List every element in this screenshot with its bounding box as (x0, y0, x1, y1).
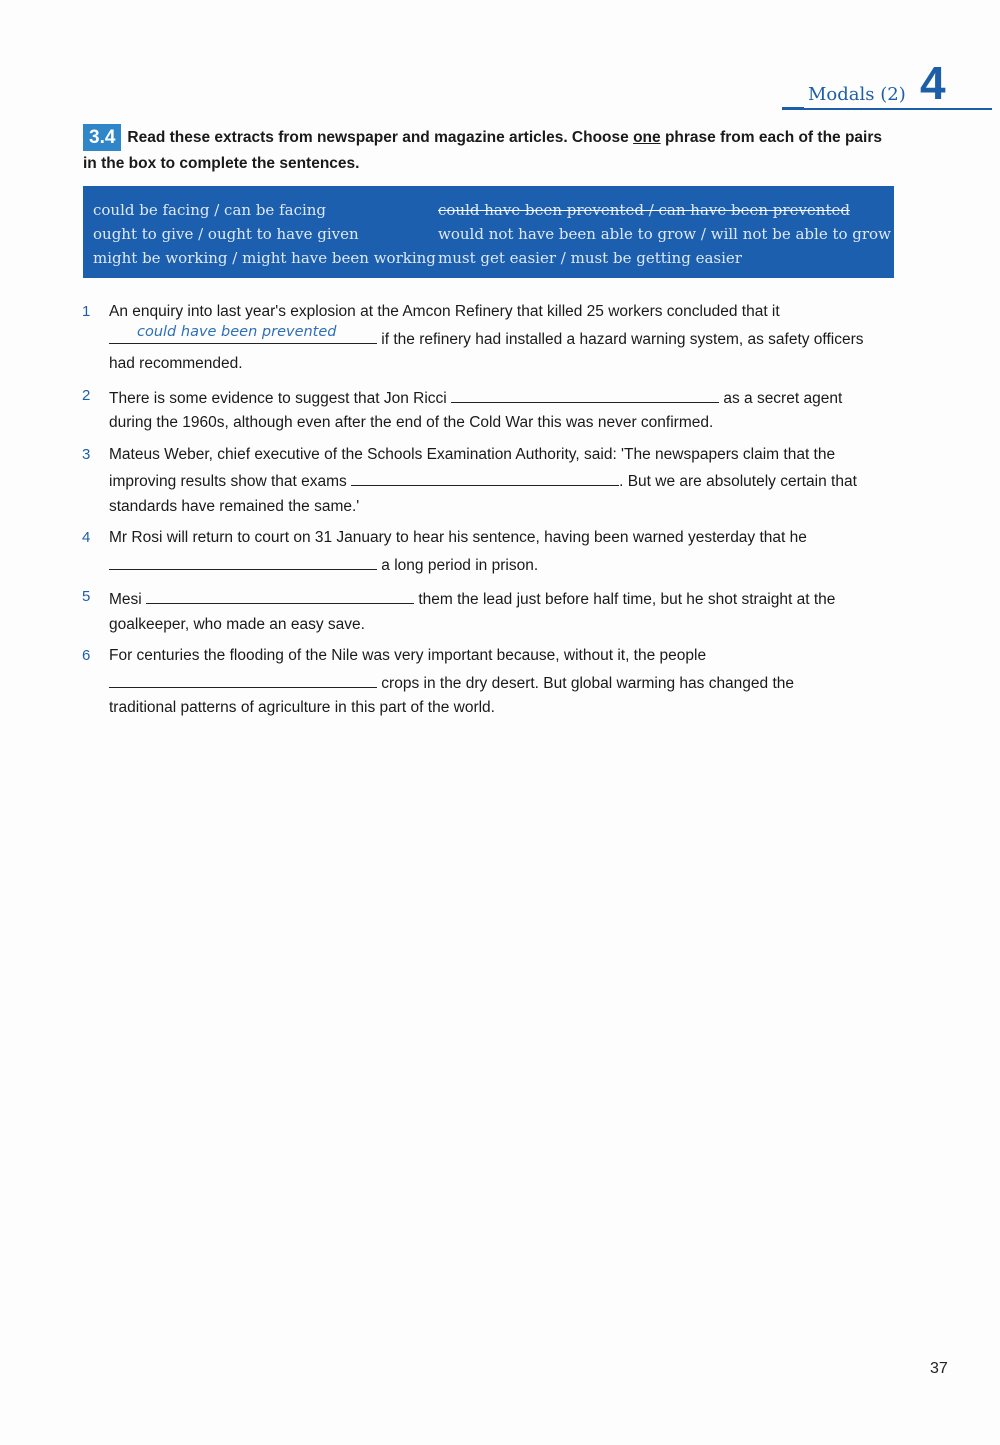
question-5 (80, 585, 900, 637)
unit-header (752, 57, 992, 110)
question-2 (80, 384, 900, 436)
answer-blank-4[interactable] (109, 551, 377, 570)
question-text: crops in the dry desert. But global warming has changed the (377, 674, 795, 692)
answer-blank-2[interactable] (451, 384, 719, 403)
header-rule (804, 108, 992, 110)
question-list (80, 300, 900, 728)
instruction-text-1: Read these extracts from newspaper and magazine articles. Choose (127, 128, 634, 146)
question-text: Mesi (109, 591, 147, 608)
phrase-pair-used: could have been prevented / can have been prevented (438, 201, 850, 219)
exercise-number-badge: 3.4 (83, 124, 121, 151)
exercise-heading (83, 124, 883, 176)
question-text: An enquiry into last year's explosion at the Amcon Refinery that killed 25 workers concluded that it (109, 303, 780, 320)
phrase-box (83, 186, 894, 278)
exercise-instruction (83, 129, 882, 172)
question-4 (80, 526, 900, 578)
question-text: during the 1960s, although even after the end of the Cold War this was never confirmed. (109, 414, 714, 431)
question-number: 4 (82, 529, 91, 546)
header-rule-accent (782, 107, 804, 110)
question-text: improving results show that exams (109, 473, 352, 490)
question-number: 3 (82, 445, 91, 463)
question-text: them the lead just before half time, but he shot straight at the (414, 591, 836, 608)
phrase-pair: would not have been able to grow / will not be able to grow (438, 225, 891, 243)
question-number: 6 (82, 647, 91, 664)
instruction-text-2: phrase from each of the pairs in the box to complete the sentences. (83, 128, 883, 172)
phrase-column-right (438, 198, 891, 270)
answer-blank-5[interactable] (146, 585, 414, 604)
question-text: goalkeeper, who made an easy save. (109, 615, 365, 633)
phrase-pair: must get easier / must be getting easier (438, 249, 742, 267)
question-text: traditional patterns of agriculture in this part of the world. (109, 699, 495, 716)
phrase-pair: might be working / might have been working (93, 249, 436, 267)
question-text: as a secret agent (719, 389, 843, 407)
question-text: For centuries the flooding of the Nile was very important because, without it, the people (109, 647, 707, 664)
answer-blank-1[interactable] (109, 325, 377, 344)
question-text: . But we are absolutely certain that (619, 473, 857, 490)
question-number: 2 (82, 386, 91, 404)
phrase-pair: ought to give / ought to have given (93, 225, 359, 243)
phrase-column-left (93, 198, 436, 270)
unit-number: 4 (920, 57, 946, 109)
section-title: Modals (2) (808, 84, 906, 105)
question-text: if the refinery had installed a hazard warning system, as safety officers (377, 330, 864, 348)
question-text: had recommended. (109, 355, 243, 372)
phrase-pair: could be facing / can be facing (93, 201, 327, 219)
question-3 (80, 443, 900, 520)
question-6 (80, 644, 900, 721)
question-text: Mr Rosi will return to court on 31 January to hear his sentence, having been warned yesterday that he (109, 529, 807, 546)
page-number: 37 (930, 1360, 948, 1377)
question-text: Mateus Weber, chief executive of the Schools Examination Authority, said: 'The newspapers claim that the (109, 445, 836, 463)
handwritten-answer: could have been prevented (137, 324, 337, 340)
question-text: a long period in prison. (377, 556, 539, 574)
question-text: standards have remained the same.' (109, 497, 360, 515)
answer-blank-6[interactable] (109, 669, 377, 688)
question-1 (80, 300, 900, 377)
instruction-emphasis: one (633, 128, 661, 146)
question-number: 1 (82, 303, 91, 320)
answer-blank-3[interactable] (351, 467, 619, 486)
question-number: 5 (82, 588, 91, 605)
question-text: There is some evidence to suggest that Jon Ricci (109, 389, 452, 407)
